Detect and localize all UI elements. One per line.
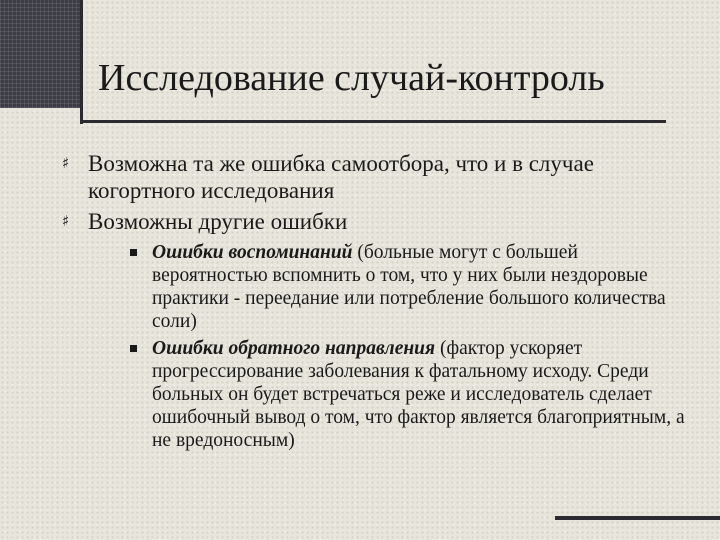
square-bullet-icon [130, 345, 137, 352]
sub-bullet-item [128, 241, 694, 333]
bullet-list [60, 150, 700, 456]
sub-bullet-emphasis: Ошибки обратного направления [152, 338, 436, 359]
hash-bullet-icon: ♯ [62, 154, 70, 172]
title-rule [80, 120, 666, 123]
square-bullet-icon [130, 249, 137, 256]
bullet-text: Возможны другие ошибки [88, 209, 348, 234]
vertical-rule [80, 0, 83, 124]
bottom-rule [555, 516, 720, 520]
slide-title: Исследование случай-контроль [98, 57, 605, 99]
sub-bullet-text: (больные могут с большей вероятностью вспомнить о том, что у них были нездоровые практики - переедание или потребление большого количества соли) [152, 242, 666, 332]
bullet-item [60, 150, 700, 204]
sub-bullet-item [128, 337, 694, 452]
bullet-item [60, 208, 700, 452]
hash-bullet-icon: ♯ [62, 212, 70, 230]
bullet-text: Возможна та же ошибка самоотбора, что и в случае когортного исследования [88, 151, 594, 203]
sub-bullet-list [128, 241, 694, 452]
sub-bullet-text: (фактор ускоряет прогрессирование заболевания к фатальному исходу. Среди больных он будет встречаться реже и исследователь сделает ошибочный вывод о том, что фактор является благоприятным, а не вредоносным) [152, 338, 685, 451]
sub-bullet-emphasis: Ошибки воспоминаний [152, 242, 353, 263]
decorative-left-band [0, 0, 80, 108]
